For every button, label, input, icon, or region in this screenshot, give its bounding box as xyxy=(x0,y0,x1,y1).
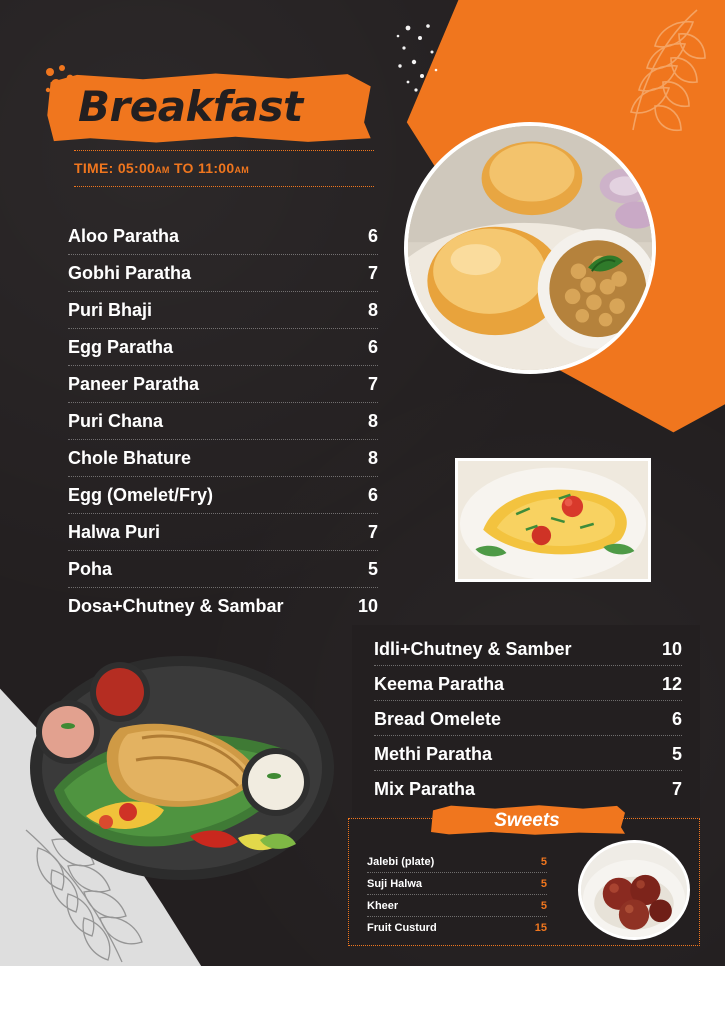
menu-item-price: 6 xyxy=(671,709,682,729)
paint-splatter-icon xyxy=(392,18,482,108)
menu-item-name: Halwa Puri xyxy=(68,522,161,542)
menu-item-price: 8 xyxy=(367,411,378,431)
menu-item-price: 12 xyxy=(661,674,682,694)
menu-item-name: Idli+Chutney & Samber xyxy=(374,639,572,659)
menu-item-name: Puri Bhaji xyxy=(68,300,153,320)
menu-item-name: Methi Paratha xyxy=(374,744,493,764)
page-title: Breakfast xyxy=(78,82,303,131)
menu-item-row xyxy=(374,666,682,701)
sweet-item-name: Suji Halwa xyxy=(367,878,423,890)
menu-item-price: 8 xyxy=(367,300,378,320)
service-time-row xyxy=(74,160,374,176)
menu-item-row xyxy=(374,701,682,736)
menu-item-row xyxy=(68,440,378,477)
time-to-word: TO xyxy=(173,160,194,176)
sweet-item-name: Kheer xyxy=(367,900,399,912)
sweet-item-price: 5 xyxy=(540,878,547,890)
menu-item-name: Paneer Paratha xyxy=(68,374,200,394)
sweet-item-row xyxy=(367,917,547,939)
menu-item-row xyxy=(68,551,378,588)
menu-item-row xyxy=(68,477,378,514)
menu-item-name: Puri Chana xyxy=(68,411,164,431)
menu-item-price: 7 xyxy=(367,522,378,542)
menu-item-name: Mix Paratha xyxy=(374,779,476,799)
sweets-title: Sweets xyxy=(494,810,560,831)
menu-item-row xyxy=(68,292,378,329)
sweets-list xyxy=(367,851,547,939)
menu-item-name: Gobhi Paratha xyxy=(68,263,192,283)
dosa-thali-photo xyxy=(24,640,340,884)
menu-item-price: 7 xyxy=(367,374,378,394)
menu-item-name: Bread Omelete xyxy=(374,709,502,729)
time-divider-bottom xyxy=(74,186,374,187)
menu-item-name: Dosa+Chutney & Sambar xyxy=(68,596,284,616)
breakfast-menu-list-secondary xyxy=(352,625,700,816)
sweet-item-price: 5 xyxy=(540,900,547,912)
menu-item-row xyxy=(374,736,682,771)
menu-item-row xyxy=(68,366,378,403)
menu-item-name: Keema Paratha xyxy=(374,674,505,694)
sweet-item-row xyxy=(367,895,547,917)
menu-item-price: 5 xyxy=(671,744,682,764)
menu-item-row xyxy=(68,588,378,625)
menu-item-row xyxy=(374,631,682,666)
time-to: 11:00 xyxy=(197,160,235,176)
time-prefix: TIME: xyxy=(74,160,114,176)
background-white-footer-strip xyxy=(0,966,725,1024)
menu-item-price: 8 xyxy=(367,448,378,468)
puri-chole-bhature-photo xyxy=(404,122,656,374)
sweet-item-price: 5 xyxy=(540,856,547,868)
time-from: 05:00 xyxy=(117,160,156,176)
menu-item-price: 6 xyxy=(367,226,378,246)
time-divider-top xyxy=(74,150,374,151)
menu-item-row xyxy=(68,255,378,292)
menu-item-row xyxy=(68,403,378,440)
menu-item-price: 7 xyxy=(671,779,682,799)
menu-item-row xyxy=(68,514,378,551)
sweet-item-name: Jalebi (plate) xyxy=(367,856,435,868)
menu-item-name: Aloo Paratha xyxy=(68,226,180,246)
time-to-suffix: AM xyxy=(234,165,250,175)
sweet-item-row xyxy=(367,851,547,873)
title-splatter-icon xyxy=(44,64,80,98)
menu-item-price: 6 xyxy=(367,485,378,505)
menu-item-name: Poha xyxy=(68,559,113,579)
menu-item-price: 7 xyxy=(367,263,378,283)
gulab-jamun-photo xyxy=(578,840,690,940)
page-title-block xyxy=(44,72,374,144)
menu-item-row xyxy=(68,218,378,255)
menu-item-price: 5 xyxy=(367,559,378,579)
menu-item-price: 10 xyxy=(357,596,378,616)
menu-item-name: Egg Paratha xyxy=(68,337,174,357)
menu-item-row xyxy=(68,329,378,366)
menu-item-name: Egg (Omelet/Fry) xyxy=(68,485,214,505)
menu-item-row xyxy=(374,771,682,806)
sweet-item-row xyxy=(367,873,547,895)
service-time-label xyxy=(74,160,374,176)
breakfast-menu-list xyxy=(68,218,378,625)
bread-omelette-photo xyxy=(455,458,651,582)
sweet-item-price: 15 xyxy=(534,922,547,934)
sweet-item-name: Fruit Custurd xyxy=(367,922,437,934)
menu-item-price: 6 xyxy=(367,337,378,357)
menu-item-price: 10 xyxy=(661,639,682,659)
time-from-suffix: AM xyxy=(155,165,170,175)
menu-item-name: Chole Bhature xyxy=(68,448,192,468)
